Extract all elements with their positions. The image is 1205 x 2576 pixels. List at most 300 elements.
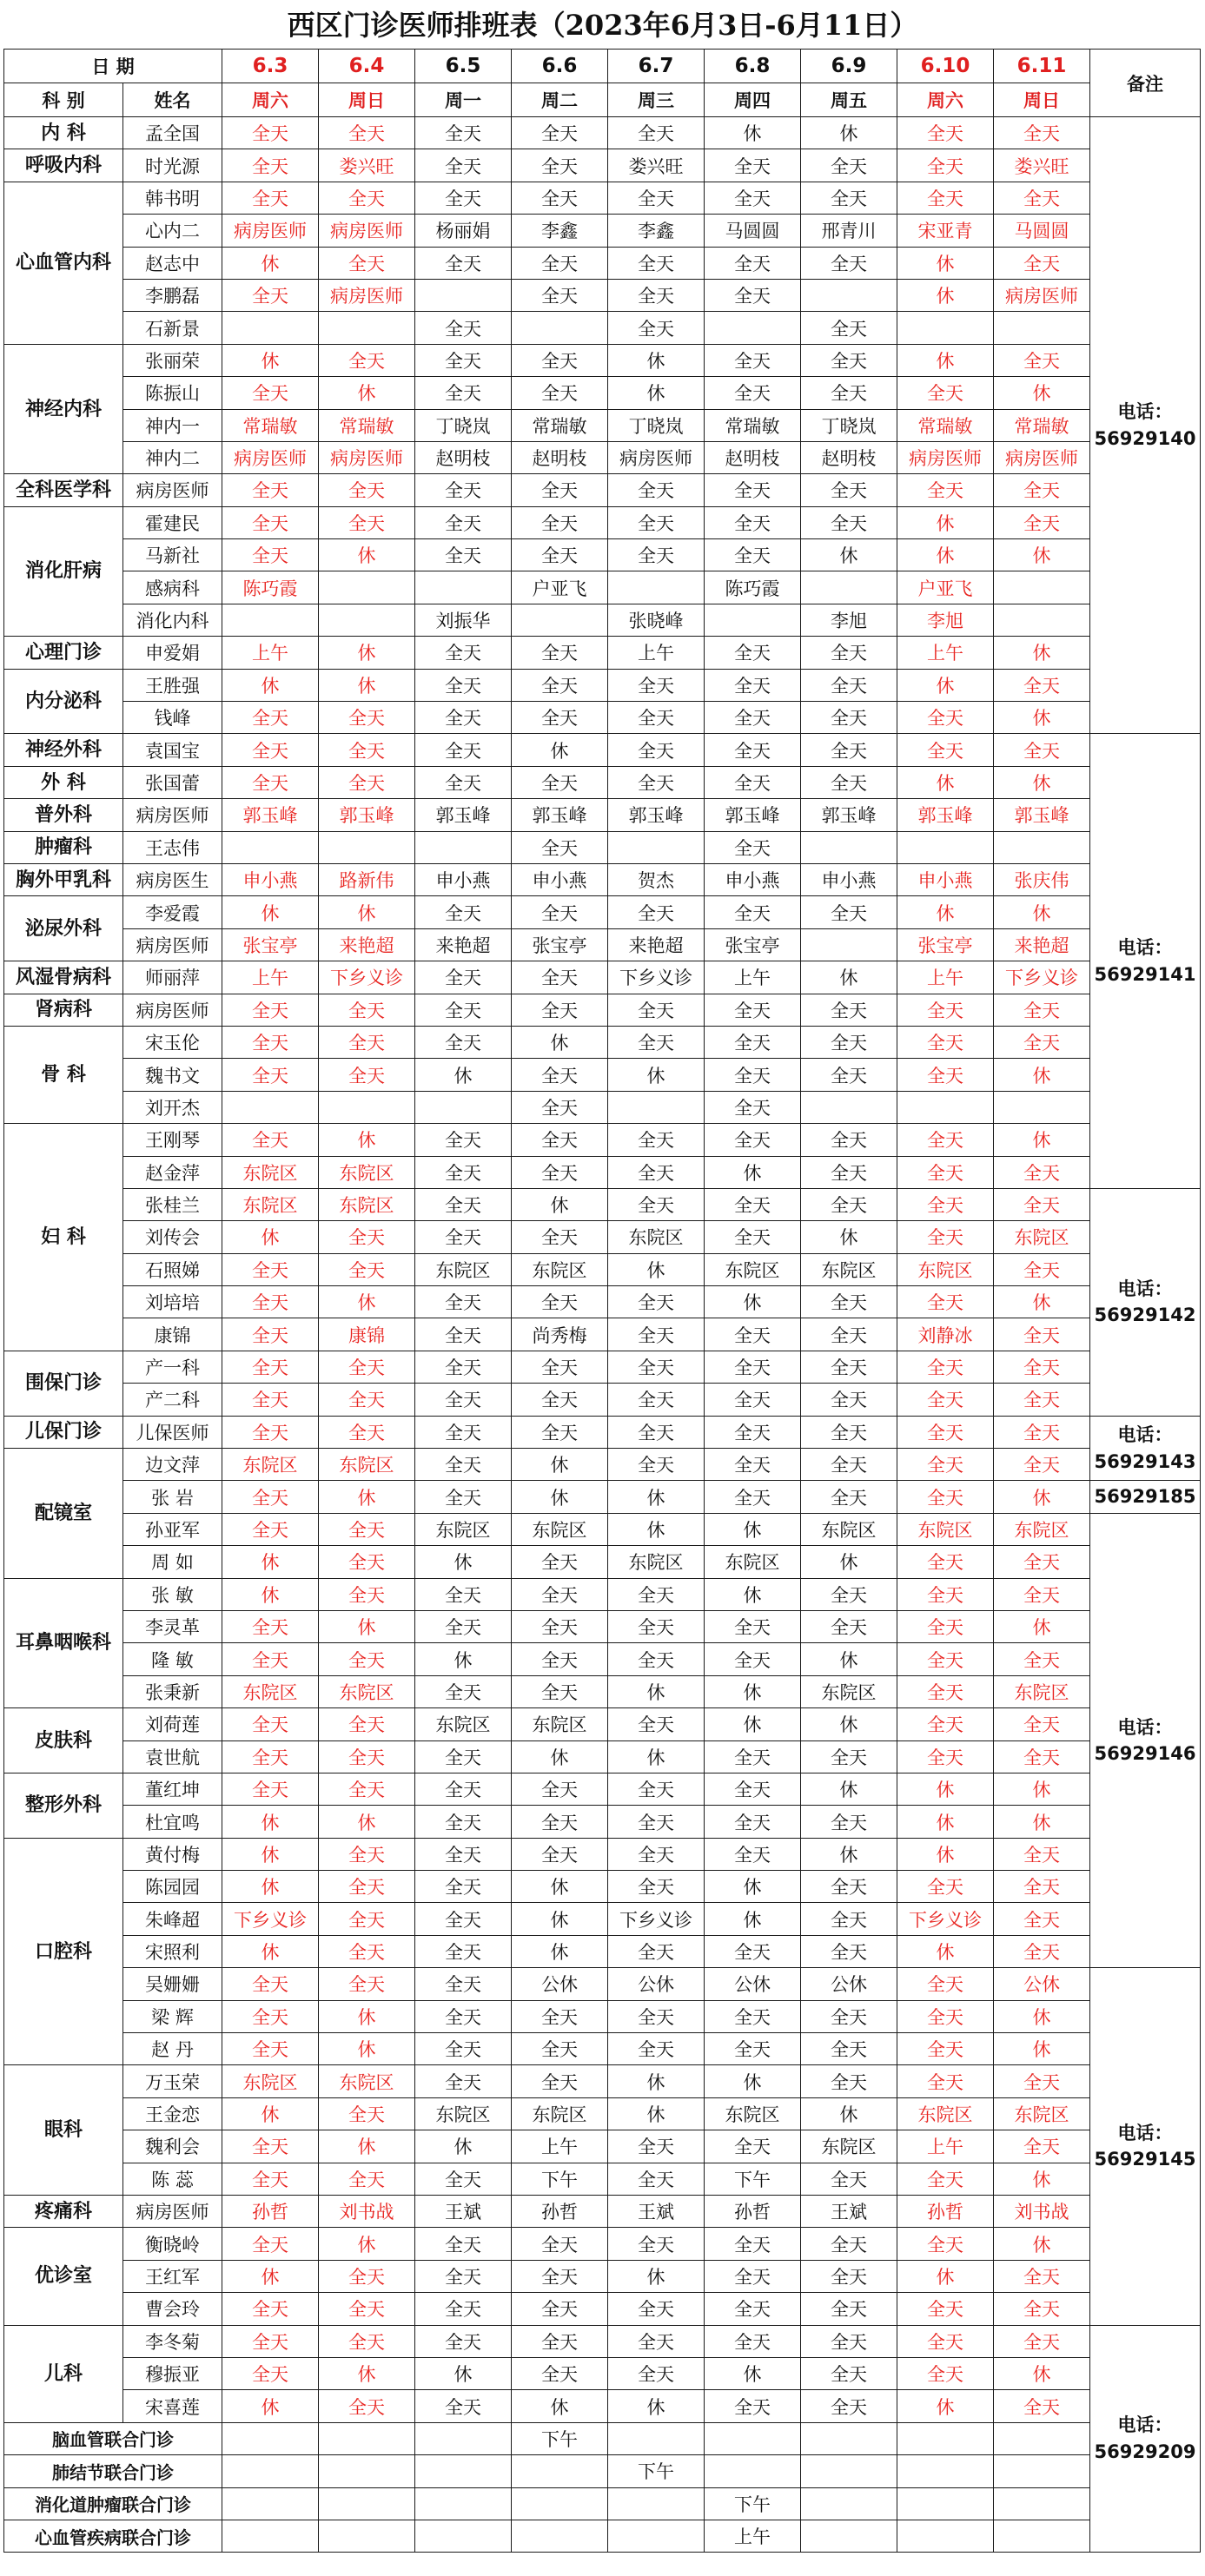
shift-cell: 东院区 (222, 1156, 319, 1188)
shift-cell: 王斌 (608, 2196, 705, 2228)
shift-cell: 全天 (319, 1871, 415, 1903)
shift-cell: 东院区 (897, 2097, 994, 2130)
phone-note: 电话：56929146 (1090, 1513, 1201, 1967)
doctor-name: 神内一 (123, 409, 222, 441)
shift-cell: 全天 (319, 2163, 415, 2195)
shift-cell: 全天 (608, 1773, 705, 1805)
table-row (4, 1059, 1201, 1091)
shift-cell: 全天 (705, 182, 801, 214)
shift-cell: 全天 (222, 2293, 319, 2325)
doctor-name: 黄付梅 (123, 1838, 222, 1870)
shift-cell: 全天 (512, 117, 608, 149)
shift-cell: 常瑞敏 (222, 409, 319, 441)
shift-cell: 全天 (415, 1806, 512, 1838)
shift-cell: 休 (897, 279, 994, 311)
shift-cell: 全天 (897, 1026, 994, 1058)
shift-cell: 病房医师 (319, 279, 415, 311)
shift-cell: 休 (705, 1903, 801, 1935)
shift-cell: 全天 (415, 1318, 512, 1351)
shift-cell: 赵明枝 (705, 441, 801, 473)
shift-cell: 休 (415, 1643, 512, 1675)
shift-cell (994, 604, 1090, 636)
table-row (4, 1156, 1201, 1188)
table-row (4, 1610, 1201, 1642)
shift-cell (222, 604, 319, 636)
shift-cell: 休 (319, 539, 415, 571)
shift-cell: 刘书战 (994, 2196, 1090, 2228)
shift-cell: 全天 (319, 1935, 415, 1967)
shift-cell: 东院区 (608, 1221, 705, 1253)
shift-cell: 全天 (705, 669, 801, 701)
shift-cell: 全天 (512, 637, 608, 669)
shift-cell: 马圆圆 (994, 215, 1090, 247)
shift-cell: 休 (801, 2097, 897, 2130)
doctor-name: 韩书明 (123, 182, 222, 214)
shift-cell: 全天 (705, 2260, 801, 2292)
table-row (4, 1416, 1201, 1448)
dept-cell: 耳鼻咽喉科 (4, 1578, 123, 1708)
shift-cell: 东院区 (512, 1253, 608, 1285)
shift-cell: 常瑞敏 (512, 409, 608, 441)
shift-cell: 全天 (319, 1416, 415, 1448)
shift-cell (319, 2487, 415, 2520)
shift-cell: 全天 (608, 2000, 705, 2032)
shift-cell: 刘书战 (319, 2196, 415, 2228)
shift-cell: 东院区 (222, 1675, 319, 1707)
weekday-cell: 周六 (222, 83, 319, 117)
shift-cell: 全天 (705, 1838, 801, 1870)
shift-cell: 全天 (897, 1059, 994, 1091)
shift-cell: 郭玉峰 (415, 799, 512, 831)
shift-cell: 休 (801, 1708, 897, 1740)
shift-cell: 休 (222, 1871, 319, 1903)
date-cell: 6.4 (319, 50, 415, 83)
shift-cell: 全天 (608, 279, 705, 311)
doctor-name: 产一科 (123, 1351, 222, 1383)
weekday-cell: 周日 (994, 83, 1090, 117)
shift-cell: 休 (897, 247, 994, 279)
table-row (4, 117, 1201, 149)
shift-cell: 全天 (801, 2033, 897, 2065)
table-row (4, 1449, 1201, 1481)
shift-cell: 户亚飞 (897, 571, 994, 604)
shift-cell: 全天 (415, 1773, 512, 1805)
shift-cell: 全天 (222, 117, 319, 149)
shift-cell: 休 (319, 669, 415, 701)
doctor-name: 王红军 (123, 2260, 222, 2292)
table-row (4, 2065, 1201, 2097)
shift-cell: 全天 (512, 1806, 608, 1838)
shift-cell: 张庆伟 (994, 863, 1090, 895)
shift-cell: 申小燕 (801, 863, 897, 895)
doctor-name: 霍建民 (123, 506, 222, 538)
shift-cell (222, 831, 319, 863)
doctor-name: 神内二 (123, 441, 222, 473)
shift-cell: 全天 (512, 247, 608, 279)
shift-cell: 郭玉峰 (608, 799, 705, 831)
shift-cell: 全天 (415, 2000, 512, 2032)
shift-cell: 全天 (415, 637, 512, 669)
shift-cell: 休 (512, 734, 608, 766)
shift-cell: 常瑞敏 (705, 409, 801, 441)
shift-cell: 休 (705, 117, 801, 149)
name-header: 姓名 (123, 83, 222, 117)
dept-cell: 眼科 (4, 2065, 123, 2196)
shift-cell: 病房医师 (994, 279, 1090, 311)
table-row (4, 2520, 1201, 2552)
shift-cell (801, 2455, 897, 2487)
shift-cell (994, 312, 1090, 344)
doctor-name: 周 如 (123, 1546, 222, 1578)
shift-cell: 全天 (512, 2325, 608, 2357)
shift-cell: 全天 (994, 1838, 1090, 1870)
shift-cell: 全天 (222, 1708, 319, 1740)
shift-cell: 全天 (319, 1708, 415, 1740)
shift-cell (801, 2422, 897, 2454)
shift-cell: 休 (512, 1871, 608, 1903)
shift-cell: 全天 (512, 702, 608, 734)
shift-cell (512, 312, 608, 344)
date-cell: 6.5 (415, 50, 512, 83)
phone-note: 电话：56929140 (1090, 117, 1201, 734)
shift-cell: 全天 (415, 474, 512, 506)
shift-cell: 全天 (415, 2228, 512, 2260)
shift-cell: 全天 (705, 2325, 801, 2357)
shift-cell: 全天 (897, 117, 994, 149)
doctor-name: 董红坤 (123, 1773, 222, 1805)
shift-cell: 李鑫 (512, 215, 608, 247)
shift-cell: 张晓峰 (608, 604, 705, 636)
shift-cell: 刘静冰 (897, 1318, 994, 1351)
shift-cell: 全天 (512, 1610, 608, 1642)
shift-cell: 休 (994, 1481, 1090, 1513)
shift-cell (319, 1091, 415, 1123)
shift-cell: 下午 (512, 2422, 608, 2454)
shift-cell: 全天 (415, 1903, 512, 1935)
shift-cell: 全天 (801, 2228, 897, 2260)
shift-cell: 全天 (801, 1416, 897, 1448)
table-row (4, 1773, 1201, 1805)
shift-cell: 全天 (512, 1675, 608, 1707)
shift-cell: 全天 (801, 1351, 897, 1383)
shift-cell (608, 831, 705, 863)
shift-cell: 全天 (608, 994, 705, 1026)
dept-cell: 心血管内科 (4, 182, 123, 344)
table-row (4, 215, 1201, 247)
table-row (4, 2228, 1201, 2260)
shift-cell: 李鑫 (608, 215, 705, 247)
shift-cell: 休 (608, 2260, 705, 2292)
shift-cell: 休 (897, 896, 994, 928)
shift-cell: 全天 (705, 1124, 801, 1156)
shift-cell: 休 (705, 1871, 801, 1903)
shift-cell: 公休 (705, 1968, 801, 2000)
shift-cell (994, 2455, 1090, 2487)
table-row (4, 409, 1201, 441)
shift-cell: 全天 (705, 1806, 801, 1838)
doctor-name: 病房医生 (123, 863, 222, 895)
shift-cell: 休 (897, 1806, 994, 1838)
shift-cell: 全天 (994, 2390, 1090, 2422)
shift-cell: 全天 (705, 2390, 801, 2422)
shift-cell: 全天 (801, 2000, 897, 2032)
table-row (4, 1675, 1201, 1707)
shift-cell: 全天 (512, 1156, 608, 1188)
shift-cell: 全天 (512, 149, 608, 182)
doctor-name: 孟全国 (123, 117, 222, 149)
dept-cell: 骨 科 (4, 1026, 123, 1123)
shift-cell: 休 (608, 2097, 705, 2130)
shift-cell: 休 (608, 1253, 705, 1285)
shift-cell: 病房医师 (222, 441, 319, 473)
date-cell: 6.7 (608, 50, 705, 83)
shift-cell: 全天 (415, 1286, 512, 1318)
doctor-name: 消化内科 (123, 604, 222, 636)
shift-cell: 东院区 (512, 2097, 608, 2130)
shift-cell: 赵明枝 (801, 441, 897, 473)
shift-cell (415, 1091, 512, 1123)
doctor-name: 杜宜鸣 (123, 1806, 222, 1838)
shift-cell: 全天 (705, 506, 801, 538)
shift-cell: 全天 (608, 1610, 705, 1642)
shift-cell: 全天 (801, 896, 897, 928)
shift-cell: 全天 (512, 831, 608, 863)
note-header: 备注 (1090, 50, 1201, 117)
shift-cell: 休 (994, 539, 1090, 571)
weekday-cell: 周一 (415, 83, 512, 117)
shift-cell: 孙哲 (222, 2196, 319, 2228)
shift-cell: 全天 (994, 117, 1090, 149)
date-cell: 6.6 (512, 50, 608, 83)
shift-cell: 全天 (801, 1286, 897, 1318)
shift-cell: 休 (608, 344, 705, 376)
shift-cell: 全天 (512, 1773, 608, 1805)
shift-cell: 全天 (415, 1968, 512, 2000)
doctor-name: 病房医师 (123, 474, 222, 506)
shift-cell: 全天 (705, 1384, 801, 1416)
shift-cell: 全天 (897, 2065, 994, 2097)
shift-cell: 娄兴旺 (319, 149, 415, 182)
shift-cell: 休 (319, 2033, 415, 2065)
shift-cell: 全天 (994, 506, 1090, 538)
shift-cell: 休 (512, 1740, 608, 1773)
shift-cell: 全天 (705, 1026, 801, 1058)
shift-cell: 全天 (608, 766, 705, 798)
shift-cell: 休 (994, 377, 1090, 409)
shift-cell: 休 (994, 1610, 1090, 1642)
shift-cell: 上午 (705, 961, 801, 994)
shift-cell: 上午 (705, 2520, 801, 2552)
shift-cell: 全天 (222, 279, 319, 311)
table-row (4, 474, 1201, 506)
shift-cell: 全天 (994, 1546, 1090, 1578)
doctor-name: 魏书文 (123, 1059, 222, 1091)
shift-cell: 休 (608, 1675, 705, 1707)
shift-cell: 休 (897, 1838, 994, 1870)
shift-cell: 全天 (608, 2130, 705, 2163)
shift-cell: 休 (222, 1806, 319, 1838)
shift-cell: 全天 (801, 637, 897, 669)
shift-cell: 全天 (319, 344, 415, 376)
shift-cell (415, 2487, 512, 2520)
shift-cell: 全天 (705, 2000, 801, 2032)
shift-cell: 全天 (415, 994, 512, 1026)
table-row (4, 2033, 1201, 2065)
shift-cell: 全天 (801, 182, 897, 214)
shift-cell: 全天 (801, 1124, 897, 1156)
shift-cell (801, 571, 897, 604)
shift-cell: 马圆圆 (705, 215, 801, 247)
shift-cell: 休 (608, 1513, 705, 1545)
shift-cell: 休 (319, 377, 415, 409)
shift-cell: 全天 (897, 734, 994, 766)
shift-cell (801, 2487, 897, 2520)
doctor-name: 陈 蕊 (123, 2163, 222, 2195)
date-cell: 6.10 (897, 50, 994, 83)
shift-cell: 上午 (608, 637, 705, 669)
shift-cell: 休 (994, 637, 1090, 669)
shift-cell: 全天 (608, 1449, 705, 1481)
shift-cell: 全天 (801, 1318, 897, 1351)
shift-cell: 全天 (222, 1968, 319, 2000)
shift-cell: 休 (994, 766, 1090, 798)
date-cell: 6.8 (705, 50, 801, 83)
shift-cell: 全天 (608, 1026, 705, 1058)
shift-cell: 全天 (319, 1773, 415, 1805)
shift-cell: 病房医师 (222, 215, 319, 247)
shift-cell: 休 (319, 1481, 415, 1513)
shift-cell: 全天 (897, 1481, 994, 1513)
shift-cell: 全天 (994, 2130, 1090, 2163)
shift-cell: 邢青川 (801, 215, 897, 247)
shift-cell: 全天 (222, 1351, 319, 1383)
shift-cell (994, 571, 1090, 604)
shift-cell: 休 (994, 1124, 1090, 1156)
shift-cell: 全天 (415, 1449, 512, 1481)
dept-cell: 儿保门诊 (4, 1416, 123, 1448)
shift-cell: 全天 (512, 539, 608, 571)
shift-cell: 常瑞敏 (994, 409, 1090, 441)
shift-cell: 全天 (415, 344, 512, 376)
dept-cell: 泌尿外科 (4, 896, 123, 961)
shift-cell: 休 (415, 2130, 512, 2163)
shift-cell: 申小燕 (222, 863, 319, 895)
shift-cell: 全天 (319, 474, 415, 506)
shift-cell: 全天 (319, 1026, 415, 1058)
joint-clinic-label: 脑血管联合门诊 (4, 2422, 222, 2454)
shift-cell: 全天 (415, 182, 512, 214)
shift-cell: 全天 (222, 1416, 319, 1448)
shift-cell: 全天 (608, 1188, 705, 1220)
doctor-name: 李鹏磊 (123, 279, 222, 311)
doctor-name: 儿保医师 (123, 1416, 222, 1448)
shift-cell: 全天 (608, 312, 705, 344)
shift-cell: 全天 (608, 734, 705, 766)
doctor-name: 病房医师 (123, 928, 222, 961)
shift-cell: 全天 (705, 1318, 801, 1351)
doctor-name: 赵 丹 (123, 2033, 222, 2065)
table-row (4, 1546, 1201, 1578)
shift-cell: 来艳超 (415, 928, 512, 961)
shift-cell: 全天 (415, 1578, 512, 1610)
doctor-name: 王金恋 (123, 2097, 222, 2130)
shift-cell (512, 2455, 608, 2487)
shift-cell: 东院区 (994, 1513, 1090, 1545)
table-row (4, 1578, 1201, 1610)
table-row (4, 961, 1201, 994)
shift-cell: 休 (897, 506, 994, 538)
shift-cell (415, 2422, 512, 2454)
table-row (4, 1871, 1201, 1903)
shift-cell: 郭玉峰 (705, 799, 801, 831)
shift-cell (415, 2520, 512, 2552)
shift-cell: 全天 (222, 2163, 319, 2195)
shift-cell: 全天 (415, 702, 512, 734)
shift-cell: 全天 (705, 1221, 801, 1253)
shift-cell: 尚秀梅 (512, 1318, 608, 1351)
shift-cell: 全天 (512, 2228, 608, 2260)
shift-cell: 全天 (415, 1384, 512, 1416)
shift-cell: 休 (222, 2390, 319, 2422)
doctor-name: 病房医师 (123, 2196, 222, 2228)
table-row (4, 604, 1201, 636)
shift-cell: 休 (994, 1286, 1090, 1318)
shift-cell: 全天 (897, 1124, 994, 1156)
table-row (4, 896, 1201, 928)
doctor-name: 陈振山 (123, 377, 222, 409)
doctor-name: 刘培培 (123, 1286, 222, 1318)
table-row (4, 766, 1201, 798)
doctor-name: 张 岩 (123, 1481, 222, 1513)
shift-cell: 全天 (415, 1221, 512, 1253)
shift-cell: 全天 (608, 506, 705, 538)
shift-cell: 全天 (415, 1124, 512, 1156)
table-row (4, 2097, 1201, 2130)
table-row (4, 149, 1201, 182)
shift-cell (994, 2487, 1090, 2520)
shift-cell: 休 (319, 2357, 415, 2389)
shift-cell: 全天 (319, 1546, 415, 1578)
shift-cell: 全天 (897, 182, 994, 214)
shift-cell: 东院区 (801, 1675, 897, 1707)
shift-cell: 休 (801, 1643, 897, 1675)
doctor-name: 孙亚军 (123, 1513, 222, 1545)
shift-cell: 全天 (801, 1026, 897, 1058)
shift-cell: 全天 (897, 1871, 994, 1903)
shift-cell: 上午 (222, 637, 319, 669)
shift-cell: 全天 (222, 149, 319, 182)
shift-cell: 全天 (319, 2097, 415, 2130)
shift-cell: 休 (222, 1221, 319, 1253)
shift-cell: 全天 (512, 1838, 608, 1870)
shift-cell (994, 1091, 1090, 1123)
shift-cell: 休 (994, 2033, 1090, 2065)
shift-cell: 全天 (319, 1968, 415, 2000)
shift-cell: 全天 (705, 1773, 801, 1805)
shift-cell: 全天 (415, 2293, 512, 2325)
shift-cell: 孙哲 (512, 2196, 608, 2228)
shift-cell (222, 312, 319, 344)
doctor-name: 李灵革 (123, 1610, 222, 1642)
doctor-name: 万玉荣 (123, 2065, 222, 2097)
doctor-name: 石新景 (123, 312, 222, 344)
shift-cell: 休 (994, 2357, 1090, 2389)
shift-cell: 全天 (415, 1675, 512, 1707)
table-row (4, 1513, 1201, 1545)
joint-clinic-label: 心血管疾病联合门诊 (4, 2520, 222, 2552)
shift-cell: 公休 (994, 1968, 1090, 2000)
shift-cell: 全天 (319, 2260, 415, 2292)
